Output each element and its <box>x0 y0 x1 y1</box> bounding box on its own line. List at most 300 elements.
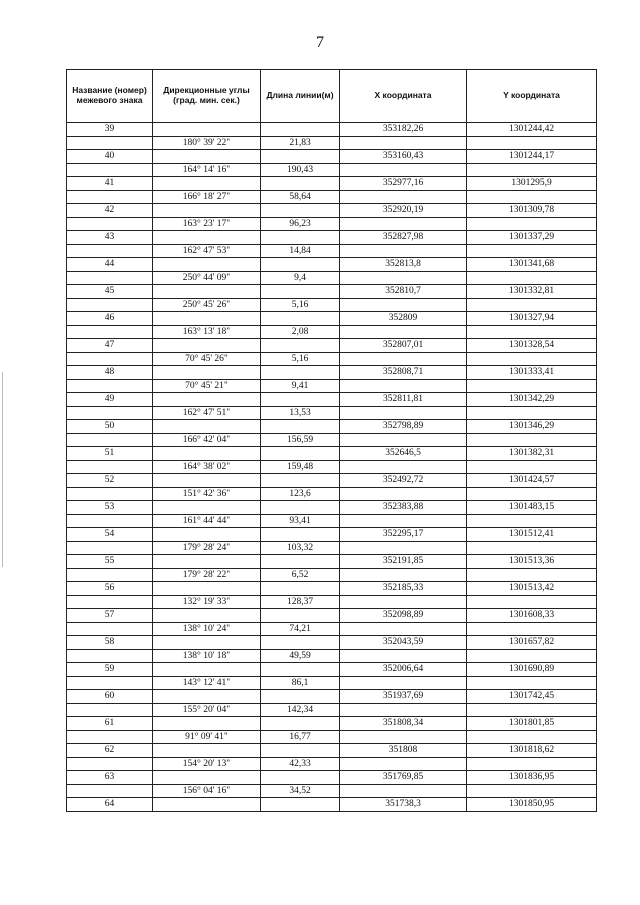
line-length-cell: 190,43 <box>261 163 340 177</box>
empty-cell <box>67 352 153 366</box>
line-length-cell: 5,16 <box>261 352 340 366</box>
empty-cell <box>261 393 340 407</box>
empty-cell <box>67 433 153 447</box>
table-row-segment <box>67 622 597 636</box>
empty-cell <box>67 460 153 474</box>
empty-cell <box>67 649 153 663</box>
table-row-segment <box>67 298 597 312</box>
point-name-cell: 63 <box>67 771 153 785</box>
point-name-cell: 62 <box>67 744 153 758</box>
empty-cell <box>153 366 261 380</box>
empty-cell <box>261 690 340 704</box>
empty-cell <box>340 676 467 690</box>
empty-cell <box>261 717 340 731</box>
empty-cell <box>153 744 261 758</box>
point-name-cell: 57 <box>67 609 153 623</box>
line-length-cell: 156,59 <box>261 433 340 447</box>
line-length-cell: 74,21 <box>261 622 340 636</box>
direction-angle-cell: 143° 12' 41" <box>153 676 261 690</box>
x-coordinate-cell: 352646,5 <box>340 447 467 461</box>
empty-cell <box>340 460 467 474</box>
line-length-cell: 49,59 <box>261 649 340 663</box>
empty-cell <box>340 136 467 150</box>
table-row-point <box>67 474 597 488</box>
empty-cell <box>340 406 467 420</box>
direction-angle-cell: 180° 39' 22" <box>153 136 261 150</box>
table-row-segment <box>67 730 597 744</box>
empty-cell <box>261 339 340 353</box>
empty-cell <box>467 514 597 528</box>
x-coordinate-cell: 351808,34 <box>340 717 467 731</box>
empty-cell <box>261 312 340 326</box>
line-length-cell: 58,64 <box>261 190 340 204</box>
y-coordinate-cell: 1301424,57 <box>467 474 597 488</box>
x-coordinate-cell: 353160,43 <box>340 150 467 164</box>
direction-angle-cell: 155° 20' 04" <box>153 703 261 717</box>
y-coordinate-cell: 1301690,89 <box>467 663 597 677</box>
point-name-cell: 44 <box>67 258 153 272</box>
empty-cell <box>340 757 467 771</box>
y-coordinate-cell: 1301337,29 <box>467 231 597 245</box>
table-row-point <box>67 123 597 137</box>
direction-angle-cell: 138° 10' 18" <box>153 649 261 663</box>
y-coordinate-cell: 1301342,29 <box>467 393 597 407</box>
x-coordinate-cell: 352492,72 <box>340 474 467 488</box>
table-row-point <box>67 744 597 758</box>
empty-cell <box>340 433 467 447</box>
empty-cell <box>340 298 467 312</box>
direction-angle-cell: 163° 13' 18" <box>153 325 261 339</box>
table-body <box>67 123 597 812</box>
empty-cell <box>467 703 597 717</box>
empty-cell <box>153 555 261 569</box>
empty-cell <box>153 285 261 299</box>
point-name-cell: 48 <box>67 366 153 380</box>
x-coordinate-cell: 352295,17 <box>340 528 467 542</box>
table-row-segment <box>67 325 597 339</box>
empty-cell <box>67 568 153 582</box>
empty-cell <box>153 339 261 353</box>
empty-cell <box>261 231 340 245</box>
empty-cell <box>153 636 261 650</box>
empty-cell <box>153 177 261 191</box>
y-coordinate-cell: 1301850,95 <box>467 798 597 812</box>
table-row-point <box>67 528 597 542</box>
empty-cell <box>153 258 261 272</box>
table-row-point <box>67 150 597 164</box>
table-row-point <box>67 798 597 812</box>
empty-cell <box>467 379 597 393</box>
line-length-cell: 96,23 <box>261 217 340 231</box>
point-name-cell: 61 <box>67 717 153 731</box>
table-row-point <box>67 609 597 623</box>
table-row-segment <box>67 190 597 204</box>
empty-cell <box>467 271 597 285</box>
line-length-cell: 21,83 <box>261 136 340 150</box>
empty-cell <box>67 730 153 744</box>
table-row-segment <box>67 757 597 771</box>
y-coordinate-cell: 1301244,17 <box>467 150 597 164</box>
direction-angle-cell: 166° 42' 04" <box>153 433 261 447</box>
line-length-cell: 86,1 <box>261 676 340 690</box>
line-length-cell: 34,52 <box>261 784 340 798</box>
empty-cell <box>340 622 467 636</box>
empty-cell <box>153 609 261 623</box>
table-row-segment <box>67 217 597 231</box>
empty-cell <box>467 784 597 798</box>
point-name-cell: 40 <box>67 150 153 164</box>
empty-cell <box>467 757 597 771</box>
point-name-cell: 51 <box>67 447 153 461</box>
direction-angle-cell: 250° 45' 26" <box>153 298 261 312</box>
empty-cell <box>467 460 597 474</box>
empty-cell <box>67 379 153 393</box>
y-coordinate-cell: 1301309,78 <box>467 204 597 218</box>
line-length-cell: 128,37 <box>261 595 340 609</box>
y-coordinate-cell: 1301244,42 <box>467 123 597 137</box>
table-row-point <box>67 339 597 353</box>
empty-cell <box>467 541 597 555</box>
table-row-segment <box>67 271 597 285</box>
x-coordinate-cell: 352185,33 <box>340 582 467 596</box>
table-row-point <box>67 393 597 407</box>
empty-cell <box>67 622 153 636</box>
direction-angle-cell: 163° 23' 17" <box>153 217 261 231</box>
direction-angle-cell: 70° 45' 21" <box>153 379 261 393</box>
empty-cell <box>153 717 261 731</box>
empty-cell <box>153 420 261 434</box>
empty-cell <box>261 663 340 677</box>
empty-cell <box>340 325 467 339</box>
y-coordinate-cell: 1301341,68 <box>467 258 597 272</box>
empty-cell <box>340 379 467 393</box>
table-row-segment <box>67 541 597 555</box>
point-name-cell: 50 <box>67 420 153 434</box>
line-length-cell: 42,33 <box>261 757 340 771</box>
empty-cell <box>261 285 340 299</box>
x-coordinate-cell: 351808 <box>340 744 467 758</box>
empty-cell <box>467 217 597 231</box>
table-row-segment <box>67 487 597 501</box>
line-length-cell: 6,52 <box>261 568 340 582</box>
empty-cell <box>261 798 340 812</box>
point-name-cell: 55 <box>67 555 153 569</box>
x-coordinate-cell: 351769,85 <box>340 771 467 785</box>
direction-angle-cell: 151° 42' 36" <box>153 487 261 501</box>
empty-cell <box>261 582 340 596</box>
empty-cell <box>153 123 261 137</box>
empty-cell <box>261 150 340 164</box>
direction-angle-cell: 156° 04' 16" <box>153 784 261 798</box>
x-coordinate-cell: 352808,71 <box>340 366 467 380</box>
point-name-cell: 54 <box>67 528 153 542</box>
empty-cell <box>67 325 153 339</box>
table-row-point <box>67 312 597 326</box>
empty-cell <box>340 595 467 609</box>
table-row-point <box>67 285 597 299</box>
x-coordinate-cell: 353182,26 <box>340 123 467 137</box>
x-coordinate-cell: 352383,88 <box>340 501 467 515</box>
direction-angle-cell: 161° 44' 44" <box>153 514 261 528</box>
empty-cell <box>67 244 153 258</box>
empty-cell <box>153 447 261 461</box>
table-row-point <box>67 204 597 218</box>
line-length-cell: 2,08 <box>261 325 340 339</box>
empty-cell <box>340 514 467 528</box>
direction-angle-cell: 91° 09' 41" <box>153 730 261 744</box>
x-coordinate-cell: 352006,64 <box>340 663 467 677</box>
line-length-cell: 103,32 <box>261 541 340 555</box>
direction-angle-cell: 164° 38' 02" <box>153 460 261 474</box>
table-row-point <box>67 258 597 272</box>
empty-cell <box>153 501 261 515</box>
table-row-point <box>67 555 597 569</box>
line-length-cell: 14,84 <box>261 244 340 258</box>
empty-cell <box>340 352 467 366</box>
empty-cell <box>153 663 261 677</box>
y-coordinate-cell: 1301513,36 <box>467 555 597 569</box>
y-coordinate-cell: 1301328,54 <box>467 339 597 353</box>
direction-angle-cell: 154° 20' 13" <box>153 757 261 771</box>
line-length-cell: 159,48 <box>261 460 340 474</box>
line-length-cell: 9,41 <box>261 379 340 393</box>
y-coordinate-cell: 1301327,94 <box>467 312 597 326</box>
point-name-cell: 39 <box>67 123 153 137</box>
table-row-point <box>67 231 597 245</box>
empty-cell <box>153 312 261 326</box>
empty-cell <box>467 163 597 177</box>
empty-cell <box>261 771 340 785</box>
x-coordinate-cell: 352043,59 <box>340 636 467 650</box>
x-coordinate-cell: 352810,7 <box>340 285 467 299</box>
empty-cell <box>340 163 467 177</box>
table-row-point <box>67 663 597 677</box>
table-row-point <box>67 501 597 515</box>
table-row-point <box>67 771 597 785</box>
line-length-cell: 9,4 <box>261 271 340 285</box>
table-row-segment <box>67 676 597 690</box>
table-row-point <box>67 177 597 191</box>
y-coordinate-cell: 1301295,9 <box>467 177 597 191</box>
y-coordinate-cell: 1301801,85 <box>467 717 597 731</box>
line-length-cell: 13,53 <box>261 406 340 420</box>
table-row-point <box>67 582 597 596</box>
empty-cell <box>467 622 597 636</box>
table-row-segment <box>67 784 597 798</box>
empty-cell <box>67 514 153 528</box>
empty-cell <box>467 595 597 609</box>
x-coordinate-cell: 352977,16 <box>340 177 467 191</box>
line-length-cell: 142,34 <box>261 703 340 717</box>
empty-cell <box>261 123 340 137</box>
header-direction-angle: Дирекционные углы (град. мин. сек.) <box>153 70 261 123</box>
empty-cell <box>153 528 261 542</box>
x-coordinate-cell: 352920,19 <box>340 204 467 218</box>
empty-cell <box>340 730 467 744</box>
empty-cell <box>261 528 340 542</box>
empty-cell <box>467 649 597 663</box>
y-coordinate-cell: 1301512,41 <box>467 528 597 542</box>
point-name-cell: 59 <box>67 663 153 677</box>
empty-cell <box>467 298 597 312</box>
empty-cell <box>340 568 467 582</box>
point-name-cell: 53 <box>67 501 153 515</box>
point-name-cell: 47 <box>67 339 153 353</box>
point-name-cell: 49 <box>67 393 153 407</box>
y-coordinate-cell: 1301483,15 <box>467 501 597 515</box>
empty-cell <box>67 595 153 609</box>
table-row-point <box>67 717 597 731</box>
empty-cell <box>153 474 261 488</box>
table-header-row <box>67 70 597 123</box>
page-number: 7 <box>316 34 324 51</box>
table-row-segment <box>67 568 597 582</box>
table-row-point <box>67 420 597 434</box>
table-row-segment <box>67 649 597 663</box>
empty-cell <box>153 231 261 245</box>
x-coordinate-cell: 351937,69 <box>340 690 467 704</box>
y-coordinate-cell: 1301657,82 <box>467 636 597 650</box>
empty-cell <box>340 541 467 555</box>
empty-cell <box>67 406 153 420</box>
x-coordinate-cell: 352807,01 <box>340 339 467 353</box>
table-row-segment <box>67 379 597 393</box>
empty-cell <box>261 420 340 434</box>
table-row-point <box>67 690 597 704</box>
empty-cell <box>467 406 597 420</box>
empty-cell <box>67 298 153 312</box>
direction-angle-cell: 138° 10' 24" <box>153 622 261 636</box>
header-point-name: Название (номер) межевого знака <box>67 70 153 123</box>
y-coordinate-cell: 1301818,62 <box>467 744 597 758</box>
empty-cell <box>340 487 467 501</box>
direction-angle-cell: 164° 14' 16" <box>153 163 261 177</box>
direction-angle-cell: 179° 28' 22" <box>153 568 261 582</box>
x-coordinate-cell: 352827,98 <box>340 231 467 245</box>
empty-cell <box>261 636 340 650</box>
empty-cell <box>261 501 340 515</box>
table-row-segment <box>67 703 597 717</box>
empty-cell <box>467 136 597 150</box>
table-row-segment <box>67 136 597 150</box>
empty-cell <box>467 676 597 690</box>
empty-cell <box>340 649 467 663</box>
direction-angle-cell: 162° 47' 53" <box>153 244 261 258</box>
empty-cell <box>467 352 597 366</box>
empty-cell <box>261 447 340 461</box>
empty-cell <box>67 703 153 717</box>
header-line-length: Длина линии(м) <box>261 70 340 123</box>
empty-cell <box>467 487 597 501</box>
empty-cell <box>153 393 261 407</box>
point-name-cell: 64 <box>67 798 153 812</box>
point-name-cell: 41 <box>67 177 153 191</box>
empty-cell <box>153 771 261 785</box>
empty-cell <box>67 784 153 798</box>
table-row-segment <box>67 433 597 447</box>
empty-cell <box>67 217 153 231</box>
empty-cell <box>67 757 153 771</box>
empty-cell <box>67 190 153 204</box>
empty-cell <box>467 190 597 204</box>
y-coordinate-cell: 1301382,31 <box>467 447 597 461</box>
empty-cell <box>467 568 597 582</box>
table-row-segment <box>67 352 597 366</box>
empty-cell <box>261 366 340 380</box>
y-coordinate-cell: 1301332,81 <box>467 285 597 299</box>
direction-angle-cell: 250° 44' 09" <box>153 271 261 285</box>
empty-cell <box>153 582 261 596</box>
point-name-cell: 46 <box>67 312 153 326</box>
empty-cell <box>67 541 153 555</box>
empty-cell <box>261 555 340 569</box>
empty-cell <box>153 798 261 812</box>
table-row-segment <box>67 163 597 177</box>
y-coordinate-cell: 1301333,41 <box>467 366 597 380</box>
x-coordinate-cell: 352098,89 <box>340 609 467 623</box>
header-x-coordinate: X координата <box>340 70 467 123</box>
empty-cell <box>261 258 340 272</box>
empty-cell <box>340 271 467 285</box>
empty-cell <box>153 690 261 704</box>
direction-angle-cell: 179° 28' 24" <box>153 541 261 555</box>
table-row-segment <box>67 406 597 420</box>
table-row-point <box>67 636 597 650</box>
direction-angle-cell: 166° 18' 27" <box>153 190 261 204</box>
empty-cell <box>261 744 340 758</box>
y-coordinate-cell: 1301608,33 <box>467 609 597 623</box>
point-name-cell: 42 <box>67 204 153 218</box>
point-name-cell: 45 <box>67 285 153 299</box>
empty-cell <box>467 325 597 339</box>
point-name-cell: 58 <box>67 636 153 650</box>
empty-cell <box>67 163 153 177</box>
line-length-cell: 5,16 <box>261 298 340 312</box>
x-coordinate-cell: 352191,85 <box>340 555 467 569</box>
direction-angle-cell: 162° 47' 51" <box>153 406 261 420</box>
x-coordinate-cell: 351738,3 <box>340 798 467 812</box>
empty-cell <box>340 244 467 258</box>
line-length-cell: 16,77 <box>261 730 340 744</box>
x-coordinate-cell: 352809 <box>340 312 467 326</box>
empty-cell <box>67 487 153 501</box>
point-name-cell: 43 <box>67 231 153 245</box>
scan-margin-line <box>2 372 3 567</box>
table-row-segment <box>67 244 597 258</box>
empty-cell <box>261 474 340 488</box>
point-name-cell: 52 <box>67 474 153 488</box>
empty-cell <box>340 217 467 231</box>
empty-cell <box>467 433 597 447</box>
empty-cell <box>467 244 597 258</box>
line-length-cell: 93,41 <box>261 514 340 528</box>
table-row-point <box>67 447 597 461</box>
empty-cell <box>467 730 597 744</box>
point-name-cell: 56 <box>67 582 153 596</box>
empty-cell <box>153 204 261 218</box>
y-coordinate-cell: 1301836,95 <box>467 771 597 785</box>
empty-cell <box>67 271 153 285</box>
x-coordinate-cell: 352811,81 <box>340 393 467 407</box>
line-length-cell: 123,6 <box>261 487 340 501</box>
empty-cell <box>340 703 467 717</box>
direction-angle-cell: 132° 19' 33" <box>153 595 261 609</box>
header-y-coordinate: Y координата <box>467 70 597 123</box>
boundary-coordinates-table <box>66 69 597 812</box>
table-row-segment <box>67 460 597 474</box>
empty-cell <box>67 136 153 150</box>
y-coordinate-cell: 1301346,29 <box>467 420 597 434</box>
